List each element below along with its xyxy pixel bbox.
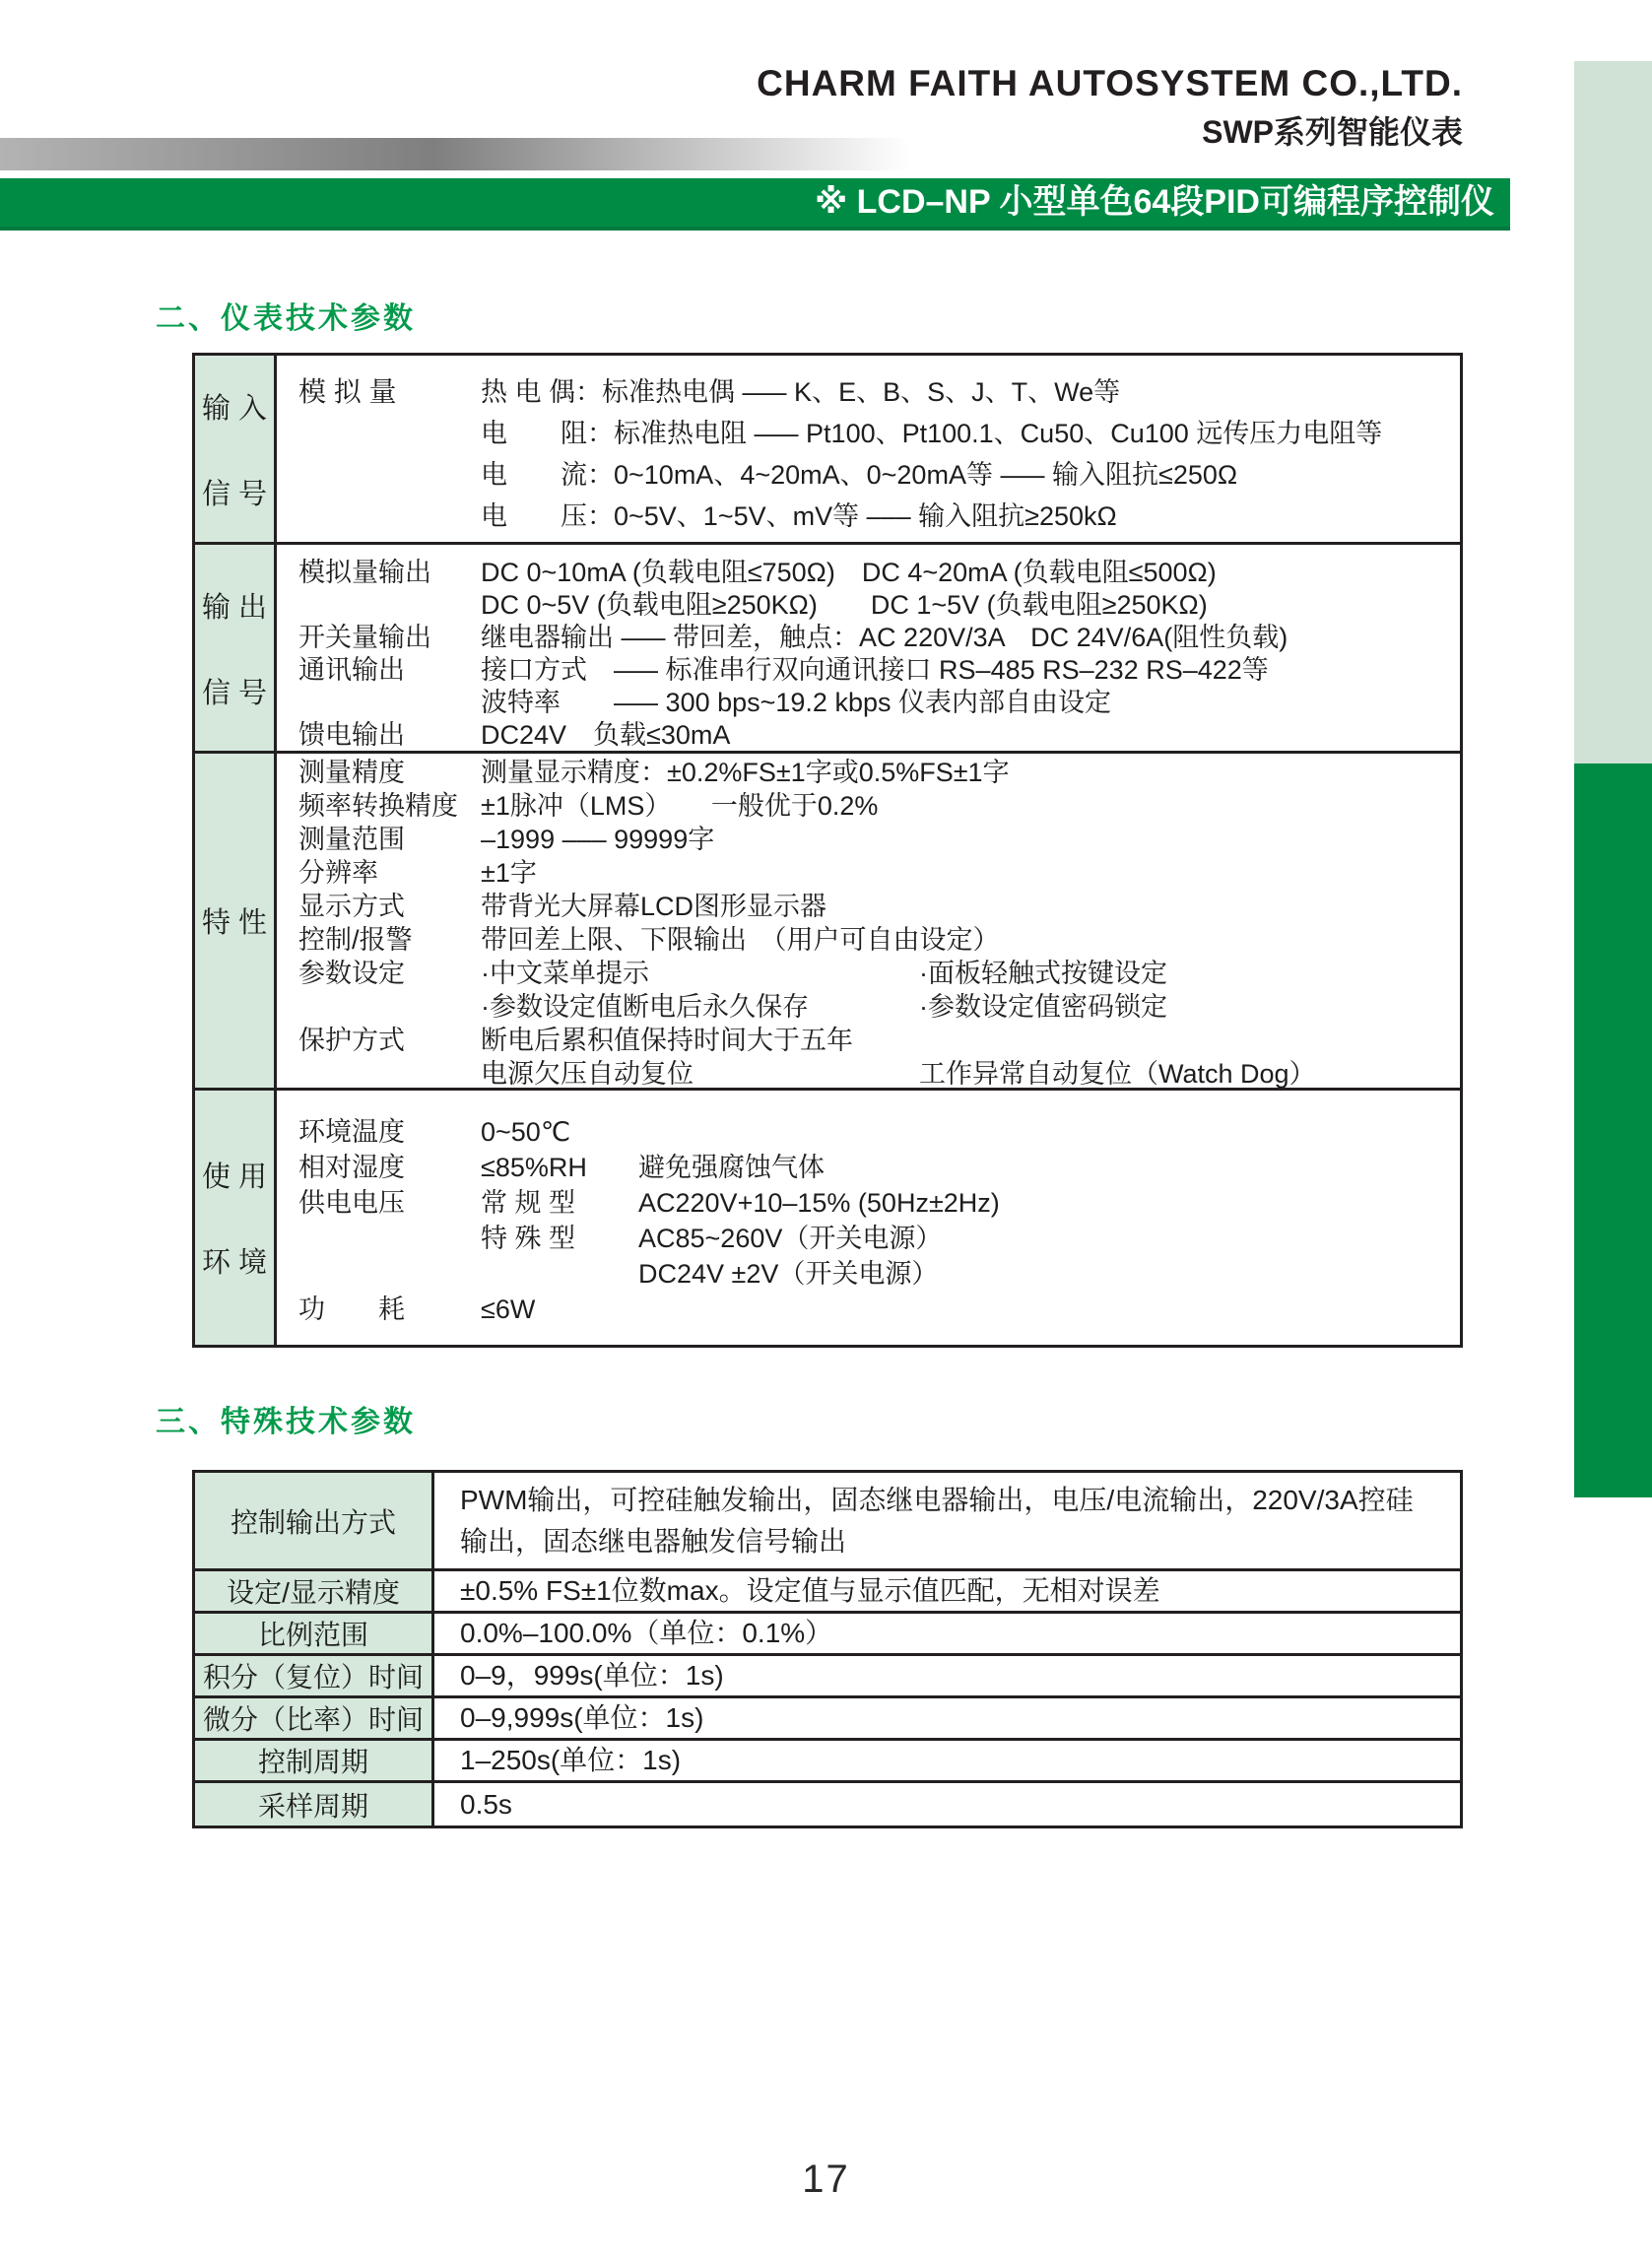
spec-value-right: ·参数设定值密码锁定 <box>919 992 1167 1022</box>
spec-value: 带回差上限、下限输出 （用户可自由设定） <box>481 925 1000 955</box>
spec-value-right: 工作异常自动复位（Watch Dog） <box>919 1059 1316 1089</box>
sub-label: 馈电输出 <box>298 720 405 750</box>
row-value: 1–250s(单位：1s) <box>460 1745 682 1775</box>
sub-label: 参数设定 <box>298 959 405 988</box>
company-name: CHARM FAITH AUTOSYSTEM CO.,LTD. <box>757 63 1463 103</box>
spec-line <box>298 1024 1460 1057</box>
row-header-line: 信 号 <box>201 677 268 709</box>
row-header-output-signal <box>195 545 277 751</box>
row-header-input-signal <box>195 356 277 542</box>
spec-line <box>298 856 1460 890</box>
sub-label: 保护方式 <box>298 1026 405 1055</box>
page-number: 17 <box>802 2157 850 2201</box>
sub-label: 测量范围 <box>298 825 405 854</box>
sub-label: 模 拟 量 <box>298 376 397 407</box>
spec-value: –1999 ––– 99999字 <box>481 825 715 854</box>
spec-value: ±1脉冲（LMS） 一般优于0.2% <box>481 791 879 821</box>
table-group-output-signal <box>195 545 1460 754</box>
spec-line <box>298 1150 1460 1185</box>
table-group-characteristics <box>195 754 1460 1091</box>
sub-label: 测量精度 <box>298 758 405 787</box>
sub-label: 环境温度 <box>298 1117 405 1147</box>
spec-line <box>298 589 1460 622</box>
spec-value: ·参数设定值断电后永久保存 <box>481 992 809 1022</box>
row-label: 控制周期 <box>195 1741 434 1780</box>
sub-label: 分辨率 <box>298 858 378 888</box>
row-header-line: 特 性 <box>201 907 268 939</box>
spec-value-right <box>638 1114 1460 1150</box>
sub-label <box>298 589 481 622</box>
row-label: 控制输出方式 <box>195 1473 434 1568</box>
sub-label: 供电电压 <box>298 1188 405 1218</box>
characteristics-content <box>277 754 1460 1088</box>
spec-line: 电 流：0~10mA、4~20mA、0~20mA等 ––– 输入阻抗≤250Ω <box>481 460 1238 490</box>
spec-value: ·中文菜单提示 <box>481 959 649 988</box>
spec-value: 电源欠压自动复位 <box>481 1059 694 1089</box>
spec-value: 断电后累积值保持时间大于五年 <box>481 1026 853 1055</box>
table-row <box>195 1783 1460 1826</box>
special-params-table <box>192 1470 1463 1828</box>
product-title-banner: ※ LCD–NP 小型单色64段PID可编程序控制仪 <box>0 178 1510 231</box>
row-value: 0–9,999s(单位：1s) <box>460 1702 704 1733</box>
spec-value: DC 0~5V (负载电阻≥250KΩ) DC 1~5V (负载电阻≥250KΩ) <box>481 590 1208 620</box>
table-group-input-signal <box>195 356 1460 545</box>
row-value: 0.5s <box>460 1788 512 1820</box>
spec-line <box>298 990 1460 1024</box>
right-strip-dark-green <box>1574 763 1652 1497</box>
row-label: 采样周期 <box>195 1783 434 1826</box>
spec-value: 0~50℃ <box>481 1117 571 1147</box>
spec-line: 电 阻：标准热电阻 ––– Pt100、Pt100.1、Cu50、Cu100 远传压力电阻等 <box>481 419 1383 448</box>
table-row <box>195 1698 1460 1741</box>
spec-value: ±1字 <box>481 858 537 888</box>
sub-label: 开关量输出 <box>298 623 431 652</box>
spec-line <box>298 654 1460 687</box>
spec-line <box>298 1292 1460 1327</box>
spec-value: ≤85%RH <box>481 1153 587 1182</box>
spec-line <box>298 719 1460 752</box>
instrument-params-table <box>192 353 1463 1348</box>
row-header-environment <box>195 1091 277 1345</box>
row-value: PWM输出，可控硅触发输出，固态继电器输出，电压/电流输出，220V/3A控硅输出，固态继电器触发信号输出 <box>460 1484 1414 1557</box>
spec-value: 继电器输出 ––– 带回差，触点：AC 220V/3A DC 24V/6A(阻性负载) <box>481 623 1289 652</box>
spec-line <box>298 1185 1460 1221</box>
table-row <box>195 1656 1460 1698</box>
sub-label <box>298 990 481 1024</box>
row-label: 设定/显示精度 <box>195 1571 434 1611</box>
environment-content <box>277 1091 1460 1345</box>
row-value: ±0.5% FS±1位数max。设定值与显示值匹配，无相对误差 <box>460 1575 1160 1606</box>
spec-value-right: DC24V ±2V（开关电源） <box>638 1259 939 1289</box>
right-strip-light-green <box>1574 61 1652 763</box>
spec-line <box>298 622 1460 654</box>
spec-value: 测量显示精度：±0.2%FS±1字或0.5%FS±1字 <box>481 758 1010 787</box>
sub-label: 显示方式 <box>298 892 405 921</box>
section3-title: 三、特殊技术参数 <box>156 1406 416 1438</box>
row-label: 比例范围 <box>195 1614 434 1653</box>
spec-value-right: AC85~260V（开关电源） <box>638 1224 943 1253</box>
spec-value: 特 殊 型 <box>481 1224 576 1253</box>
sub-label <box>298 687 481 719</box>
spec-line <box>298 557 1460 589</box>
row-header-line: 输 入 <box>201 392 268 425</box>
spec-line <box>298 1114 1460 1150</box>
input-signal-lines <box>481 371 1460 542</box>
sub-label: 通讯输出 <box>298 655 405 685</box>
spec-line <box>298 756 1460 789</box>
row-header-line: 环 境 <box>201 1247 268 1279</box>
spec-line <box>298 1256 1460 1292</box>
spec-line: 热 电 偶：标准热电偶 ––– K、E、B、S、J、T、We等 <box>481 377 1121 407</box>
section2-title: 二、仪表技术参数 <box>156 302 416 335</box>
spec-value: 带背光大屏幕LCD图形显示器 <box>481 892 827 921</box>
row-header-characteristics <box>195 754 277 1088</box>
input-signal-content <box>277 356 1460 542</box>
series-title: SWP系列智能仪表 <box>1202 114 1463 150</box>
spec-line <box>298 687 1460 719</box>
sub-label: 控制/报警 <box>298 925 413 955</box>
row-value: 0.0%–100.0%（单位：0.1%） <box>460 1618 833 1648</box>
spec-line <box>298 957 1460 990</box>
spec-value: 波特率 ––– 300 bps~19.2 kbps 仪表内部自由设定 <box>481 688 1111 717</box>
spec-line <box>298 890 1460 923</box>
spec-value: ≤6W <box>481 1294 536 1324</box>
table-row <box>195 1473 1460 1571</box>
spec-value-right <box>638 1292 1460 1327</box>
sub-label <box>298 1057 481 1091</box>
sub-label: 相对湿度 <box>298 1153 405 1182</box>
spec-value: 接口方式 ––– 标准串行双向通讯接口 RS–485 RS–232 RS–422等 <box>481 655 1269 685</box>
spec-line <box>298 1057 1460 1091</box>
spec-line <box>298 923 1460 957</box>
spec-line: 电 压：0~5V、1~5V、mV等 ––– 输入阻抗≥250kΩ <box>481 501 1117 531</box>
table-row <box>195 1741 1460 1783</box>
table-group-environment <box>195 1091 1460 1345</box>
table-row <box>195 1614 1460 1656</box>
spec-value: DC 0~10mA (负载电阻≤750Ω) DC 4~20mA (负载电阻≤500Ω) <box>481 558 1217 587</box>
sub-label <box>298 1256 481 1292</box>
spec-value-right: ·面板轻触式按键设定 <box>919 959 1167 988</box>
row-label: 微分（比率）时间 <box>195 1698 434 1738</box>
spec-line <box>298 823 1460 856</box>
spec-value <box>481 1256 638 1292</box>
gradient-divider-bar <box>0 138 1084 170</box>
sub-label <box>298 1221 481 1256</box>
spec-value-right: 避免强腐蚀气体 <box>638 1153 825 1182</box>
output-signal-content <box>277 545 1460 751</box>
spec-value-right: AC220V+10–15% (50Hz±2Hz) <box>638 1188 1000 1218</box>
row-header-line: 信 号 <box>201 478 268 510</box>
row-header-line: 输 出 <box>201 591 268 624</box>
spec-line <box>298 789 1460 823</box>
row-value: 0–9，999s(单位：1s) <box>460 1660 724 1691</box>
spec-line <box>298 1221 1460 1256</box>
row-label: 积分（复位）时间 <box>195 1656 434 1695</box>
table-row <box>195 1571 1460 1614</box>
spec-value: 常 规 型 <box>481 1188 576 1218</box>
sub-label: 模拟量输出 <box>298 558 431 587</box>
row-header-line: 使 用 <box>201 1162 268 1193</box>
sub-label: 功 耗 <box>298 1294 405 1324</box>
sub-label: 频率转换精度 <box>298 791 458 821</box>
spec-value: DC24V 负载≤30mA <box>481 720 731 750</box>
